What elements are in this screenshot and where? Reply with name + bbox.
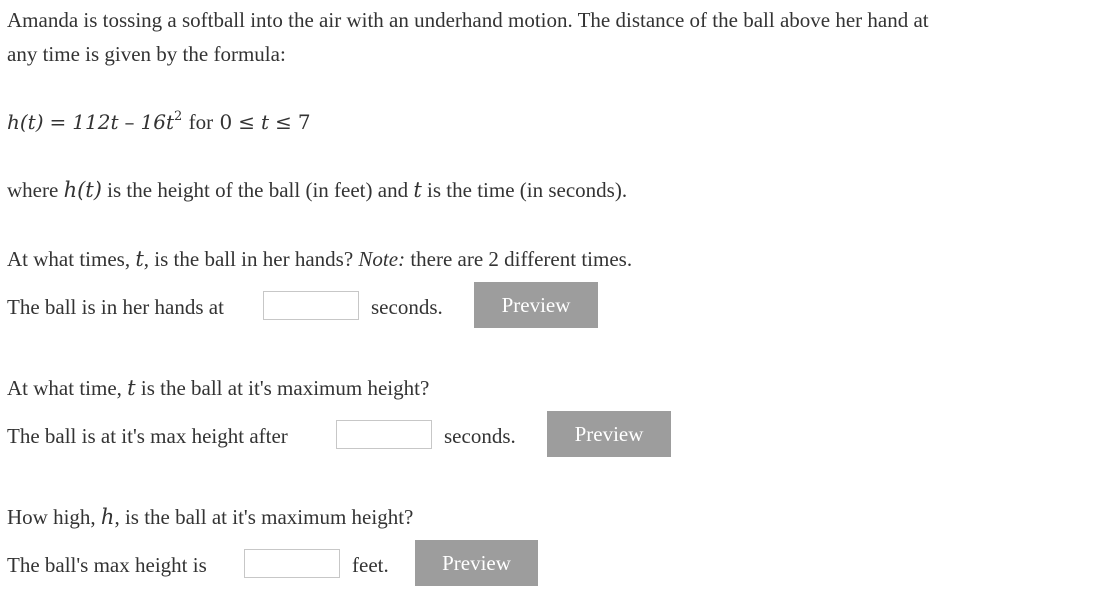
q2-unit: seconds. [444,424,516,448]
formula-exponent: 2 [174,109,183,124]
formula-lhs: h(t) [7,110,44,134]
formula-term1: 112t [72,110,119,134]
q3-h-symbol: h [100,505,115,529]
formula-term2: 16t [140,110,175,134]
q1-t-symbol: t [135,247,144,271]
q1-note-label: Note: [358,247,406,271]
where-h-symbol: h(t) [63,178,102,202]
q3-unit: feet. [352,553,389,577]
formula-domain-low: 0 [219,110,233,134]
q1-answer-label: The ball is in her hands at [7,295,224,319]
q1-prompt-mid: , is the ball in her hands? [143,247,354,271]
q2-answer-input[interactable] [336,420,432,449]
q1-answer-input[interactable] [263,291,359,320]
where-pre: where [7,178,59,202]
formula-equals: = [49,110,67,134]
where-t-symbol: t [413,178,422,202]
q3-answer-label: The ball's max height is [7,553,207,577]
q2-t-symbol: t [127,376,136,400]
q2-answer-label: The ball is at it's max height after [7,424,288,448]
where-post: is the time (in seconds). [427,178,628,202]
problem-intro-line-2: any time is given by the formula: [7,42,286,66]
formula-minus: – [124,110,135,134]
q2-prompt-post: is the ball at it's maximum height? [140,376,430,400]
formula-domain-high: 7 [297,110,311,134]
formula-le-1: ≤ [238,110,256,134]
formula-le-2: ≤ [275,110,292,134]
q1-unit: seconds. [371,295,443,319]
question-1-prompt [7,247,632,271]
q3-prompt-post: , is the ball at it's maximum height? [114,505,414,529]
question-3-prompt [7,505,413,529]
variable-definition [7,178,627,202]
q3-preview-button[interactable]: Preview [415,540,538,586]
formula-for-word: for [188,110,214,134]
q1-prompt-pre: At what times, [7,247,131,271]
q2-preview-button[interactable]: Preview [547,411,671,457]
q1-preview-button[interactable]: Preview [474,282,598,328]
q3-answer-input[interactable] [244,549,340,578]
q3-prompt-pre: How high, [7,505,96,529]
problem-intro-line-1: Amanda is tossing a softball into the air with an underhand motion. The distance of the ball above her hand at [7,8,929,32]
where-mid: is the height of the ball (in feet) and [107,178,409,202]
question-2-prompt [7,376,429,400]
q1-note-text: there are 2 different times. [410,247,633,271]
formula-var: t [261,110,270,134]
height-formula [7,110,311,134]
q2-prompt-pre: At what time, [7,376,122,400]
